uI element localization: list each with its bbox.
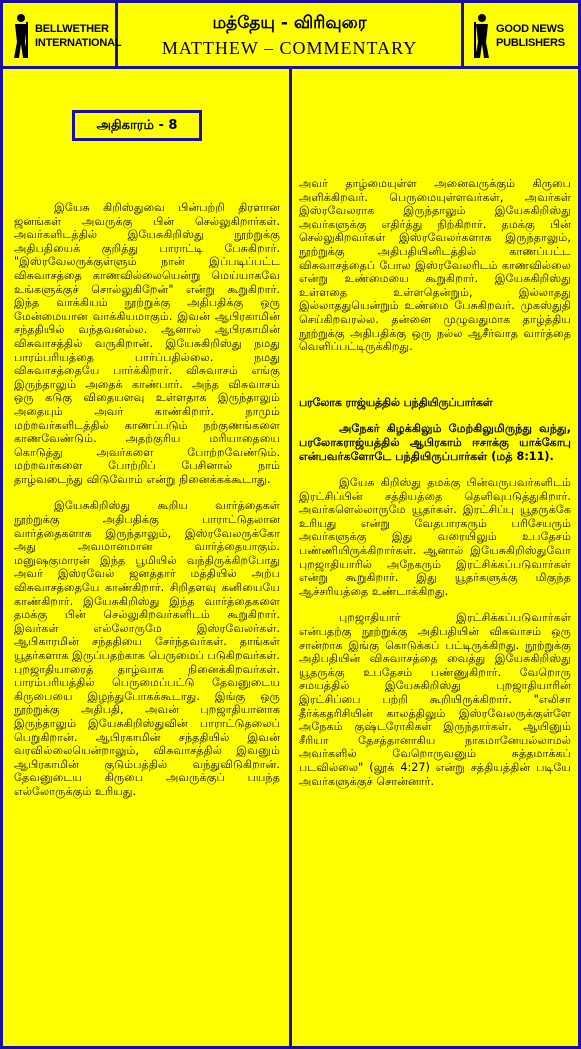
right-logo-line1: GOOD NEWS (496, 22, 564, 35)
chapter-label: அதிகாரம் - 8 (72, 110, 202, 141)
column-divider (289, 66, 292, 1049)
section-heading: பரலோக ராஜ்யத்தில் பந்தியிருப்பார்கள் (299, 395, 493, 409)
right-paragraph-2: இயேசு கிறிஸ்து தமக்கு பின்வருபவர்களிடம் இரட்சிப்பின் சத்தியத்தை தெளிவுபடுத்துகிறார். அவர்களெல்லாருமே யூதர்கள். இரட்சிப்பு யூதருக்கே உரியது என்று வேதபாரகரும் பரிசேயரும் அவர்களுக்கு இது வரையிலும் உபதேசம் பண்ணியிருக்கிறார்கள். ஆனால் இயேசுகிறிஸ்துவோ புறஜாதியாரில் அநேகரும் இரட்சிக்கப்படுவார்கள் என்று கூறுகிறார். இது யூதர்களுக்கு மிகுந்த ஆச்சரியத்தை உண்டாக்கிறது. (299, 476, 571, 598)
good-news-figure-icon (472, 12, 492, 60)
right-column (299, 69, 571, 788)
left-column (14, 69, 280, 799)
bellwether-logo (3, 3, 122, 68)
title-tamil: மத்தேயு - விரிவுரை (212, 13, 367, 33)
right-paragraph-3: புறஜாதியார் இரட்சிக்கப்படுவார்கள் என்பதற்கு நூற்றுக்கு அதிபதியின் விசுவாசம் ஒரு சான்றாக இங்கு கொடுக்கப் பட்டிருக்கிறது. நூற்றுக்கு அதிபதியின் விசுவாசத்தை வைத்து இயேசுகிறிஸ்து யூதருக்கு உபதேசம் பண்ணுகிறார். வேறொரு சமயத்தில் இயேசுகிறிஸ்து புறஜாதியாரின் இரட்சிப்பை பற்றி கூறியிருக்கிறார். "எலிசா தீர்க்கதரிசியின் காலத்திலும் இஸ்ரவேலருக்குள்ளே அநேகம் குஷ்டரோகிகள் இருந்தார்கள். ஆயினும் சீரியா தேசத்தானாகிய நாகமானேயல்லாமல் அவர்களில் வேறொருவனும் சுத்தமாக்கப் படவில்லை" (லூக் 4:27) என்று சத்தியத்தின் படியே அவர்களுக்குச் சொன்னார். (299, 611, 571, 788)
good-news-logo (464, 3, 578, 68)
title-block (118, 3, 464, 68)
right-logo-line2: PUBLISHERS (496, 36, 565, 49)
left-logo-line2: INTERNATIONAL (35, 36, 122, 49)
right-paragraph-1: அவர் தாழ்மையுள்ள அனைவருக்கும் கிருபை அளிக்கிறவர். பெருமையுள்ளவர்கள், அவர்கள் இஸ்ரவேலராக இருந்தாலும் இயேசுகிறிஸ்து அவர்களுக்கு எதிர்த்து நிற்கிறார். தமக்கு பின் செல்லுகிறவர்கள் இஸ்ரவேலர்களாக இருந்தாலும், நூற்றுக்கு அதிபதியினிடத்தில் காணப்பட்ட விசுவாசத்தைப் போல இஸ்ரவேலரிடம் காணவில்லை என்று உண்மையை கூறுகிறார். இயேசுகிறிஸ்து உள்ளதை உள்ளதென்றும், இல்லாதது இல்லாததுயென்றும் உண்மை பேசுகிறவர். முகஸ்துதி செய்கிறவரல்ல. தன்னை முழுவதுமாக தாழ்த்திய நூற்றுக்கு அதிபதிக்கு ஒரு நல்ல ஆசீர்வாத வார்த்தை வெளிப்பட்டிருக்கிறது. (299, 177, 571, 354)
verse-quote: அநேகர் கிழக்கிலும் மேற்கிலுமிருந்து வந்து, பரலோகராஜ்யத்தில் ஆபிரகாம் ஈசாக்கு யாக்கோபு என்பவர்களோடே பந்தியிருப்பார்கள் (மத் 8:11). (299, 422, 571, 463)
bellwether-figure-icon (11, 12, 31, 60)
left-paragraph-2: இயேசுகிறிஸ்து கூறிய வார்த்தைகள் நூற்றுக்கு அதிபதிக்கு பாராட்டுதலான வார்த்தைகளாக இருந்தாலும், இஸ்ரவேலருக்கோ அது அவமானமான வார்த்தையாகும். மனுஷகுமாரன் இந்த பூமியில் வந்திருக்கிறபோது அவர் இஸ்ரவேல் ஜனத்தார் மத்தியில் அற்ப விசுவாசத்தையே காண்கிறார். சிறிதளவு கனியையே காண்கிறார். இயேசுகிறிஸ்து இந்த வார்த்தைகளை தமக்கு பின் செல்லுகிறவர்களிடம் கூறுகிறார். இவர்கள் எல்லோருமே இஸ்ரவேலர்கள். ஆபிகாரமின் சந்ததியை சேர்ந்தவர்கள். தாங்கள் யூதர்களாக இருப்பதற்காக பெருமைப் படுகிறவர்கள். புறஜாதியாரைத் தாழ்வாக நினைக்கிறவர்கள். பாரம்பரியத்தில் பெருமைப்பட்டு தேவனுடைய கிருபையை இழந்துபோகக்கூடாது. இங்கு ஒரு நூற்றுக்கு அதிபதி, அவன் புறஜாதியானாக இருந்தாலும் இயேசுகிறிஸ்துவின் பாராட்டுதலைப் பெறுகிறான். ஆபிரகாமின் சந்ததியில் இவன் வரவில்லையென்றாலும், விசுவாசத்தில் இவனும் ஆபிரகாமின் குடும்பத்தில் வந்துவிடுகிறான். தேவனுடைய கிருபை அவருக்குப் பயந்த எல்லோருக்கும் உரியது. (14, 499, 280, 798)
left-logo-line1: BELLWETHER (35, 22, 109, 35)
left-paragraph-1: இயேசு கிறிஸ்துவை பின்பற்றி திரளான ஜனங்கள் அவருக்கு பின் செல்லுகிறார்கள். அவர்களிடத்தில் இயேசுகிறிஸ்து நூற்றுக்கு அதிபதியைக் குறித்து பாராட்டி பேசுகிறார். "இஸ்ரவேலருக்குள்ளும் நான் இப்படிப்பட்ட விசுவாசத்தை காணவில்லையென்று மெய்யாகவே உங்களுக்குச் சொல்லுகிறேன்" என்று கூறுகிறார். இந்த வாக்கியம் நூற்றுக்கு அதிபதிக்கு ஒரு மேன்மையான வாக்கியமாகும். இவன் ஆபிரகாமின் சந்ததியில் வந்தவனல்ல. ஆனால் ஆபிரகாமின் விசுவாசத்தில் வருகிறான். இயேசுகிறிஸ்து நமது பாரம்பரியத்தை பார்ப்பதில்லை. நமது விசுவாசத்தையே பார்க்கிறார். விசுவாசம் எங்கு இருந்தாலும் அதைக் காண்பார். அந்த விசுவாசம் ஒரு கடுகு விதையளவு உள்ளதாக இருந்தாலும் அதையும் அவர் காண்கிறார். நாமும் மற்றவர்களிடத்தில் காணப்படும் நற்குணங்களை காணவேண்டும். அதற்குரிய மரியாதையை கொடுத்து அவர்களை போற்றவேண்டும். மற்றவர்களை போற்றிப் பேசினால் நாம் தாழ்வடைந்து விடுவோம் என்று நினைக்கக்கூடாது. (14, 201, 280, 486)
title-english: MATTHEW – COMMENTARY (161, 38, 418, 58)
